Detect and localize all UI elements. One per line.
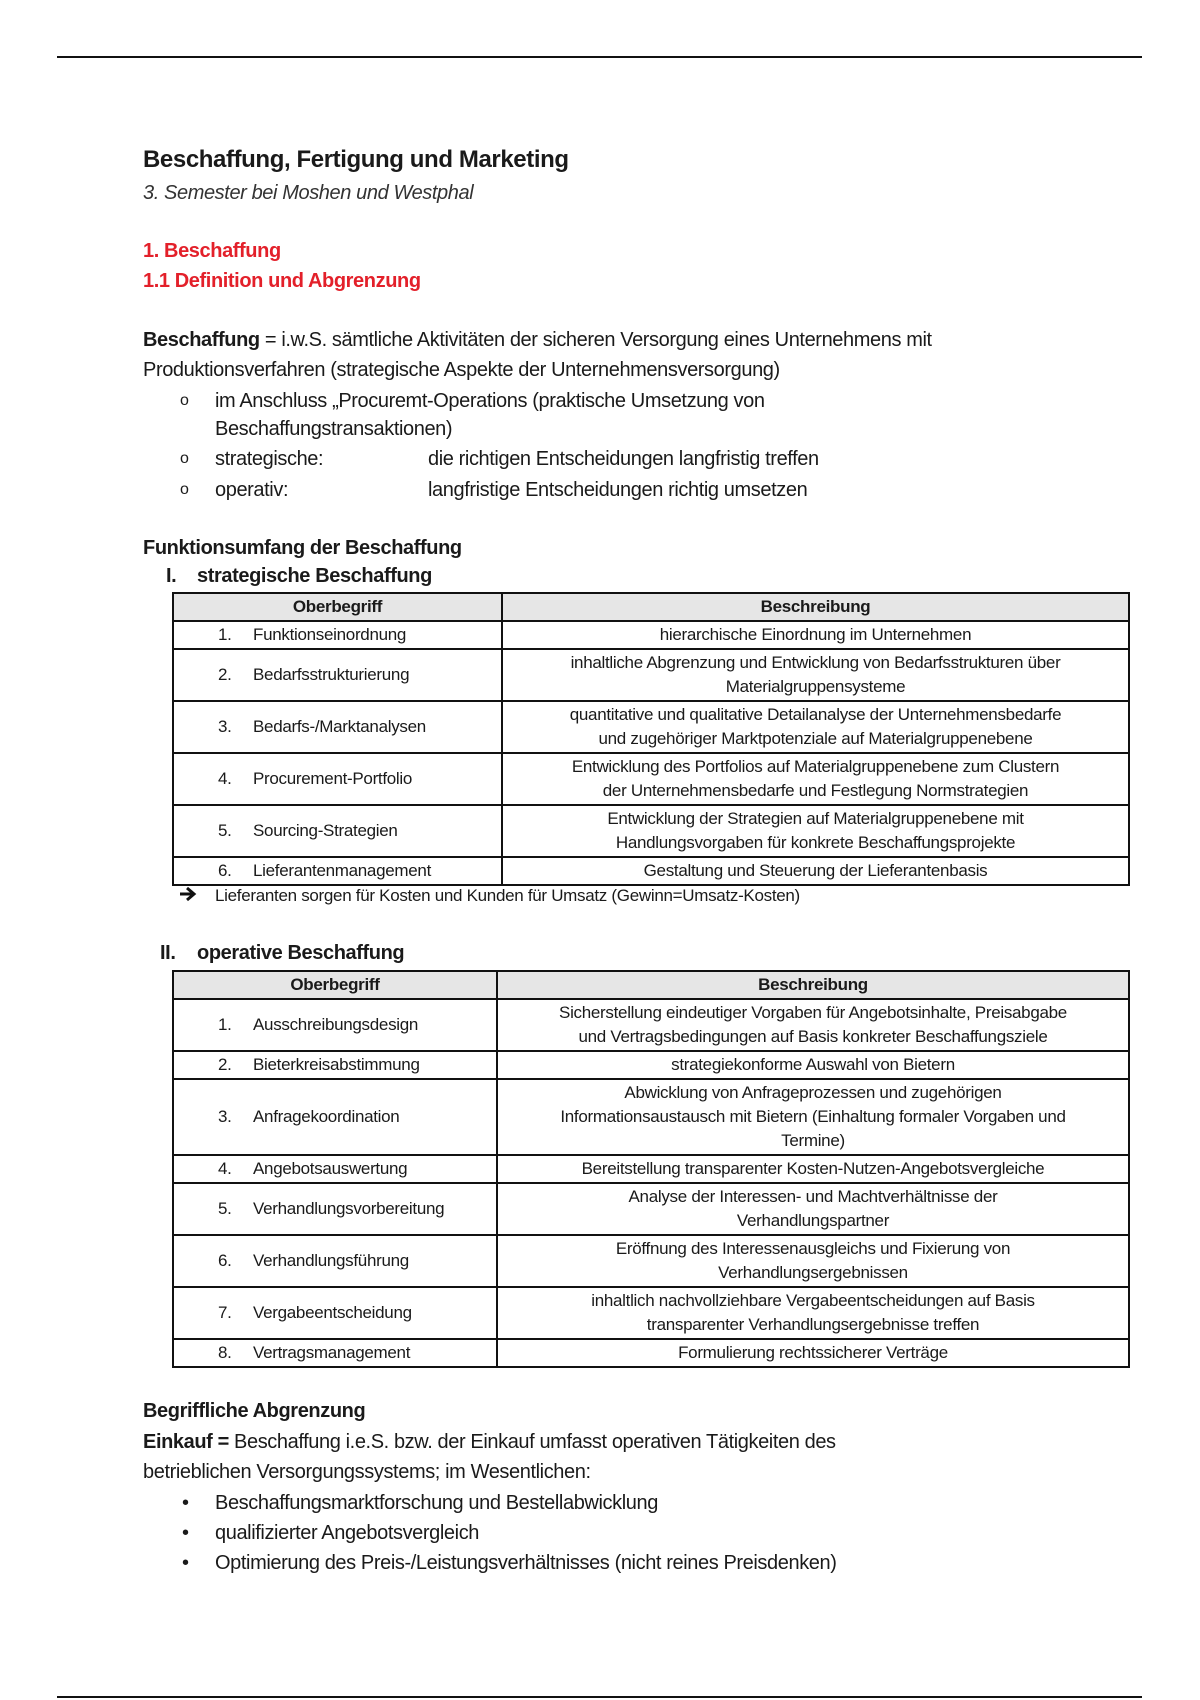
beschreibung-cell	[497, 1183, 1129, 1235]
table-row	[173, 805, 1129, 857]
description-line: Gestaltung und Steuerung der Lieferantenbasis	[643, 861, 988, 880]
description-line: Termine)	[781, 1131, 845, 1150]
row-number: 8.	[218, 1343, 232, 1362]
row-number: 6.	[218, 1251, 232, 1270]
beschreibung-cell	[497, 1155, 1129, 1183]
column-header-oberbegriff: Oberbegriff	[173, 971, 497, 999]
row-number: 7.	[218, 1303, 232, 1322]
oberbegriff-cell	[173, 1183, 497, 1235]
table-row	[173, 999, 1129, 1051]
table-row	[173, 1183, 1129, 1235]
column-header-oberbegriff: Oberbegriff	[173, 593, 502, 621]
oberbegriff-cell	[173, 1079, 497, 1155]
row-number: 3.	[218, 717, 232, 736]
row-number: 5.	[218, 1199, 232, 1218]
row-term: Bedarfsstrukturierung	[253, 665, 410, 684]
beschreibung-cell	[502, 649, 1129, 701]
document-title: Beschaffung, Fertigung und Marketing	[143, 146, 569, 173]
einkauf-line-2: betrieblichen Versorgungssystems; im Wesentlichen:	[143, 1461, 591, 1483]
strategic-heading: strategische Beschaffung	[197, 565, 432, 587]
strategic-value: die richtigen Entscheidungen langfristig treffen	[428, 448, 819, 470]
row-number: 1.	[218, 1015, 232, 1034]
table-row	[173, 1235, 1129, 1287]
operative-value: langfristige Entscheidungen richtig umsetzen	[428, 479, 808, 501]
abgrenzung-heading: Begriffliche Abgrenzung	[143, 1400, 366, 1422]
beschreibung-cell	[502, 753, 1129, 805]
bullet-marker: o	[180, 450, 189, 467]
description-line: Analyse der Interessen- und Machtverhältnisse der	[628, 1187, 998, 1206]
table-row	[173, 1079, 1129, 1155]
beschreibung-cell	[497, 999, 1129, 1051]
description-line: Sicherstellung eindeutiger Vorgaben für Angebotsinhalte, Preisabgabe	[559, 1003, 1067, 1022]
einkauf-bullet-3: Optimierung des Preis-/Leistungsverhältnisses (nicht reines Preisdenken)	[215, 1552, 837, 1574]
document-subtitle: 3. Semester bei Moshen und Westphal	[143, 182, 474, 204]
bullet-marker: •	[182, 1492, 189, 1514]
oberbegriff-cell	[173, 1287, 497, 1339]
table-header-row	[173, 593, 1129, 621]
description-line: quantitative und qualitative Detailanalyse der Unternehmensbedarfe	[569, 705, 1062, 724]
description-line: Verhandlungspartner	[736, 1211, 890, 1230]
bullet-marker: o	[180, 481, 189, 498]
oberbegriff-cell	[173, 999, 497, 1051]
strategic-table	[172, 592, 1130, 886]
definition-bullet-1: im Anschluss „Procuremt-Operations (praktische Umsetzung von	[215, 390, 765, 412]
oberbegriff-cell	[173, 753, 502, 805]
row-term: Bedarfs-/Marktanalysen	[253, 717, 426, 736]
operative-table	[172, 970, 1130, 1368]
description-line: Bereitstellung transparenter Kosten-Nutzen-Angebotsvergleiche	[581, 1159, 1045, 1178]
oberbegriff-cell	[173, 805, 502, 857]
row-term: Verhandlungsführung	[253, 1251, 409, 1270]
row-term: Verhandlungsvorbereitung	[253, 1199, 445, 1218]
row-number: 4.	[218, 1159, 232, 1178]
description-line: strategiekonforme Auswahl von Bietern	[671, 1055, 955, 1074]
bullet-marker: o	[180, 392, 189, 409]
description-line: inhaltlich nachvollziehbare Vergabeentscheidungen auf Basis	[591, 1291, 1035, 1310]
row-term: Lieferantenmanagement	[253, 861, 431, 880]
einkauf-term: Einkauf =	[143, 1431, 229, 1453]
description-line: und zugehöriger Marktpotenziale auf Materialgruppenebene	[598, 729, 1033, 748]
beschreibung-cell	[497, 1051, 1129, 1079]
einkauf-bullet-2: qualifizierter Angebotsvergleich	[215, 1522, 480, 1544]
description-line: Formulierung rechtssicherer Verträge	[678, 1343, 948, 1362]
beschreibung-cell	[497, 1079, 1129, 1155]
strategic-note: Lieferanten sorgen für Kosten und Kunden für Umsatz (Gewinn=Umsatz-Kosten)	[215, 886, 800, 905]
column-header-beschreibung: Beschreibung	[502, 593, 1129, 621]
funktionsumfang-heading: Funktionsumfang der Beschaffung	[143, 537, 462, 559]
description-line: Abwicklung von Anfrageprozessen und zugehörigen	[624, 1083, 1002, 1102]
description-line: Verhandlungsergebnissen	[718, 1263, 908, 1282]
row-term: Anfragekoordination	[253, 1107, 400, 1126]
table-row	[173, 701, 1129, 753]
footer-rule	[57, 1696, 1142, 1698]
description-line: inhaltliche Abgrenzung und Entwicklung von Bedarfsstrukturen über	[570, 653, 1061, 672]
beschreibung-cell	[497, 1235, 1129, 1287]
oberbegriff-cell	[173, 1339, 497, 1367]
table-row	[173, 621, 1129, 649]
row-number: 4.	[218, 769, 232, 788]
heading-1: 1. Beschaffung	[143, 240, 281, 262]
table-row	[173, 1287, 1129, 1339]
description-line: Handlungsvorgaben für konkrete Beschaffungsprojekte	[615, 833, 1016, 852]
description-line: Entwicklung der Strategien auf Materialgruppenebene mit	[607, 809, 1024, 828]
strategic-label: strategische:	[215, 448, 324, 470]
row-number: 5.	[218, 821, 232, 840]
table-row	[173, 649, 1129, 701]
table-row	[173, 1155, 1129, 1183]
beschreibung-cell	[502, 701, 1129, 753]
bullet-marker: •	[182, 1522, 189, 1544]
beschreibung-cell	[497, 1339, 1129, 1367]
row-term: Vertragsmanagement	[253, 1343, 411, 1362]
description-line: Informationsaustausch mit Bietern (Einhaltung formaler Vorgaben und	[560, 1107, 1066, 1126]
oberbegriff-cell	[173, 701, 502, 753]
row-term: Angebotsauswertung	[253, 1159, 408, 1178]
description-line: der Unternehmensbedarfe und Festlegung Normstrategien	[602, 781, 1029, 800]
row-term: Sourcing-Strategien	[253, 821, 398, 840]
row-term: Ausschreibungsdesign	[253, 1015, 419, 1034]
bullet-marker: •	[182, 1552, 189, 1574]
description-line: hierarchische Einordnung im Unternehmen	[659, 625, 972, 644]
oberbegriff-cell	[173, 1235, 497, 1287]
heading-1-1: 1.1 Definition und Abgrenzung	[143, 270, 421, 292]
einkauf-line-1	[143, 1427, 836, 1457]
table-header-row	[173, 971, 1129, 999]
oberbegriff-cell	[173, 1155, 497, 1183]
description-line: Entwicklung des Portfolios auf Materialgruppenebene zum Clustern	[571, 757, 1060, 776]
definition-text: = i.w.S. sämtliche Aktivitäten der sicheren Versorgung eines Unternehmens mit	[259, 329, 932, 351]
oberbegriff-cell	[173, 649, 502, 701]
row-number: 3.	[218, 1107, 232, 1126]
row-term: Vergabeentscheidung	[253, 1303, 412, 1322]
column-header-beschreibung: Beschreibung	[497, 971, 1129, 999]
definition-line-2: Produktionsverfahren (strategische Aspekte der Unternehmensversorgung)	[143, 359, 780, 381]
row-term: Procurement-Portfolio	[253, 769, 413, 788]
beschreibung-cell	[497, 1287, 1129, 1339]
definition-term: Beschaffung	[143, 329, 260, 351]
table-row	[173, 753, 1129, 805]
definition-bullet-1-cont: Beschaffungstransaktionen)	[215, 418, 453, 440]
row-number: 1.	[218, 625, 232, 644]
table-row	[173, 1339, 1129, 1367]
description-line: und Vertragsbedingungen auf Basis konkreter Beschaffungsziele	[578, 1027, 1048, 1046]
row-number: 2.	[218, 665, 232, 684]
einkauf-bullet-1: Beschaffungsmarktforschung und Bestellabwicklung	[215, 1492, 658, 1514]
beschreibung-cell	[502, 621, 1129, 649]
operative-heading: operative Beschaffung	[197, 942, 405, 964]
operative-numeral: II.	[160, 942, 176, 964]
row-number: 6.	[218, 861, 232, 880]
oberbegriff-cell	[173, 621, 502, 649]
header-rule	[57, 56, 1142, 58]
beschreibung-cell	[502, 805, 1129, 857]
operative-label: operativ:	[215, 479, 289, 501]
description-line: Materialgruppensysteme	[725, 677, 906, 696]
table-row	[173, 1051, 1129, 1079]
oberbegriff-cell	[173, 1051, 497, 1079]
definition-line-1	[143, 325, 932, 355]
description-line: transparenter Verhandlungsergebnisse treffen	[646, 1315, 980, 1334]
description-line: Eröffnung des Interessenausgleichs und Fixierung von	[615, 1239, 1011, 1258]
row-term: Funktionseinordnung	[253, 625, 407, 644]
row-term: Bieterkreisabstimmung	[253, 1055, 420, 1074]
row-number: 2.	[218, 1055, 232, 1074]
arrow-right-icon	[178, 881, 198, 911]
strategic-numeral: I.	[166, 565, 177, 587]
einkauf-text: Beschaffung i.e.S. bzw. der Einkauf umfasst operativen Tätigkeiten des	[228, 1431, 836, 1453]
